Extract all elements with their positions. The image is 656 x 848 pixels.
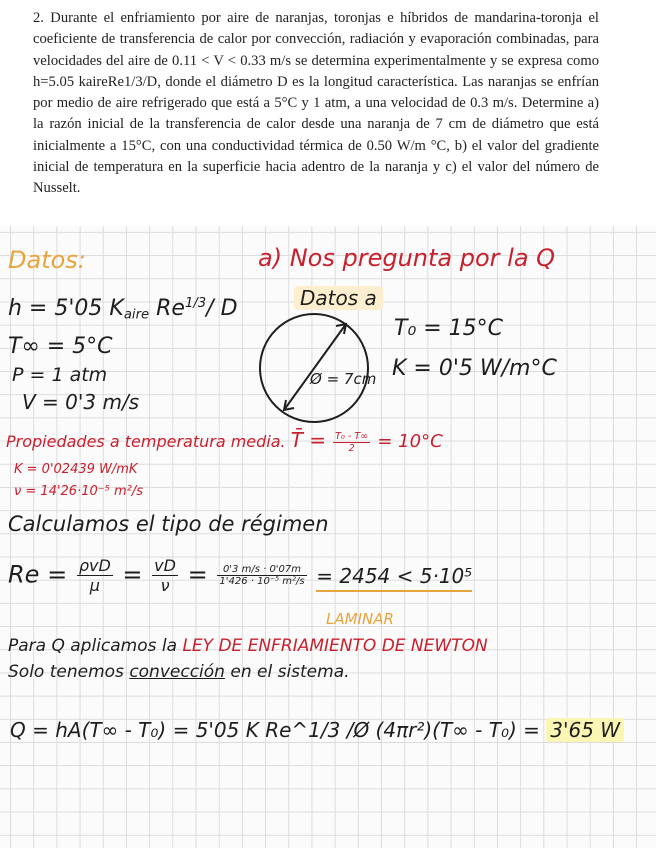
datos-title: Datos: xyxy=(8,246,86,274)
problem-number: 2. xyxy=(33,10,44,26)
orange-diagram xyxy=(254,310,377,426)
data-p: P = 1 atm xyxy=(12,364,108,386)
problem-statement xyxy=(0,0,656,226)
problem-body: Durante el enfriamiento por aire de naranjas, toronjas e híbridos de mandarina-toronja el coeficiente de transferencia de calor por convección, radiación y evaporación combinadas, para velocidades del aire de 0.11 < V < 0.33 m/s se determina experimentalmente y se expresa como h=5.05 kaireRe1/3/D, donde el diámetro D es la longitud característica. Las naranjas se enfrían por medio de aire refrigerado que está a 5°C y 1 atm, a una velocidad de 0.3 m/s. Determine a) la razón inicial de la transferencia de calor desde una naranja de 7 cm de diámetro que está inicialmente a 15°C, con una conductividad térmica de 0.50 W/m °C, b) el valor del gradiente inicial de temperatura en la superficie hacia adentro de la naranja y c) el valor del número de Nusselt. xyxy=(33,10,599,197)
q-result: 3'65 W xyxy=(546,718,624,742)
data-k: K = 0'5 W/m°C xyxy=(392,356,557,381)
props-line: Propiedades a temperatura media. T̄ = $\frac{\text{T₀ - T∞}}{2}$ = 10°C xyxy=(6,428,443,454)
datos-a: Datos a xyxy=(294,286,383,310)
prop-k: K = 0'02439 W/mK xyxy=(14,462,138,477)
diameter-arrow xyxy=(284,324,346,410)
data-v: V = 0'3 m/s xyxy=(22,390,140,414)
reynolds-line: Re = $\frac{\text{ρvD}}{\mu}$ = $\frac{vD}{\nu}$ = $\frac{0'3 m/s \cdot 0'07m}{\text{1'426 · 10⁻⁵ m²/s}}$ = 2454 < 5·10⁵ xyxy=(8,556,473,595)
solo-line: Solo tenemos convección en el sistema. xyxy=(8,662,350,682)
data-tinf: T∞ = 5°C xyxy=(8,334,113,359)
prop-nu: ν = 14'26·10⁻⁵ m²/s xyxy=(14,484,143,499)
problem-text xyxy=(33,8,599,200)
para-q-line: Para Q aplicamos la LEY DE ENFRIAMIENTO DE NEWTON xyxy=(8,636,488,656)
data-h: h = 5'05 $K_{aire}$ $Re^{1/3}/$ D xyxy=(8,296,238,323)
question-a: a) Nos pregunta por la Q xyxy=(258,244,556,272)
diameter-label: Ø = 7cm xyxy=(310,370,377,388)
q-equation: Q = hA(T∞ - T₀) = 5'05 K Re^1/3 /Ø (4πr²)(T∞ - T₀) = 3'65 W xyxy=(10,718,624,742)
laminar-label: LAMINAR xyxy=(326,610,394,628)
data-t0: T₀ = 15°C xyxy=(394,316,504,341)
regimen-title: Calculamos el tipo de régimen xyxy=(8,512,329,536)
